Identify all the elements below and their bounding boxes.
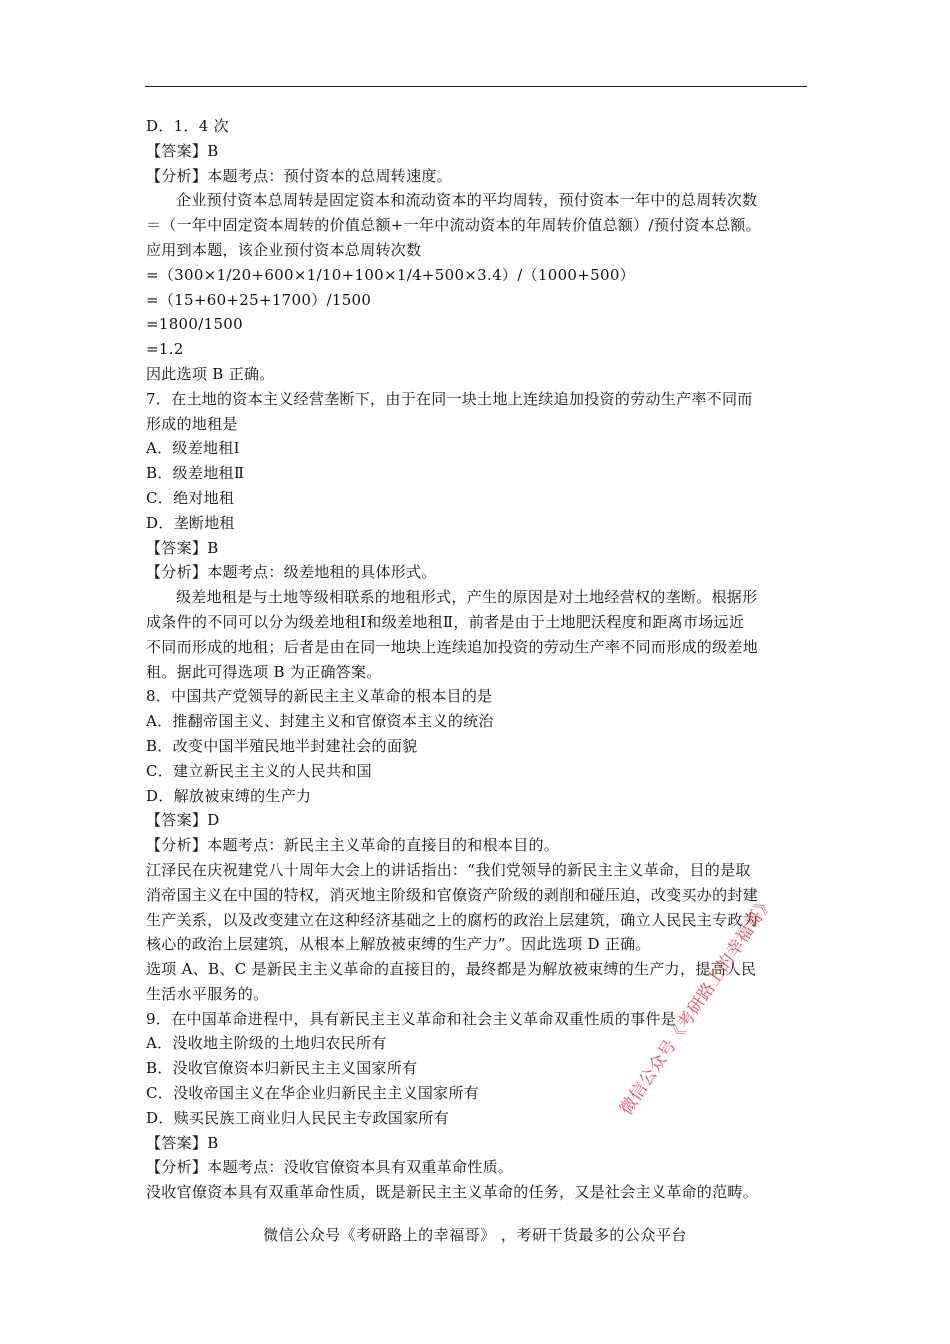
text-line: D．1．4 次 — [146, 117, 229, 135]
text-line: C．绝对地租 — [146, 488, 235, 507]
text-line: 【分析】本题考点：没收官僚资本具有双重革命性质。 — [146, 1158, 514, 1177]
text-line: C．没收帝国主义在华企业归新民主主义国家所有 — [146, 1084, 480, 1103]
header-rule — [145, 86, 807, 87]
text-line: =1.2 — [146, 340, 184, 359]
text-line: 【答案】B — [146, 538, 219, 557]
text-line: =1800/1500 — [146, 315, 243, 334]
text-line: B．改变中国半殖民地半封建社会的面貌 — [146, 736, 418, 755]
document-body — [146, 114, 808, 1205]
text-line: =（300×1/20+600×1/10+100×1/4+500×3.4）/（1000+500） — [146, 265, 635, 284]
text-line: 【分析】本题考点：新民主主义革命的直接目的和根本目的。 — [146, 836, 560, 855]
text-line: D．解放被束缚的生产力 — [146, 786, 312, 805]
text-line: 核心的政治上层建筑，从根本上解放被束缚的生产力”。因此选项 D 正确。 — [146, 935, 651, 954]
text-line: B．没收官僚资本归新民主主义国家所有 — [146, 1059, 418, 1078]
text-line: 形成的地租是 — [146, 414, 238, 433]
text-line: =（15+60+25+1700）/1500 — [146, 290, 372, 309]
text-line: 级差地租是与土地等级相联系的地租形式，产生的原因是对土地经营权的垄断。根据形 — [176, 588, 758, 607]
text-line: 生产关系，以及改变建立在这种经济基础之上的腐朽的政治上层建筑，确立人民民主专政为 — [146, 910, 759, 929]
text-line: 成条件的不同可以分为级差地租Ⅰ和级差地租Ⅱ，前者是由于土地肥沃程度和距离市场远近 — [146, 612, 745, 631]
text-line: D．垄断地租 — [146, 513, 235, 532]
text-line: 企业预付资本总周转是固定资本和流动资本的平均周转，预付资本一年中的总周转次数 — [176, 191, 758, 210]
text-line: 消帝国主义在中国的特权，消灭地主阶级和官僚资产阶级的剥削和碰压迫，改变买办的封建 — [146, 885, 759, 904]
text-line: 【答案】D — [146, 811, 220, 830]
text-line: 9．在中国革命进程中，具有新民主主义革命和社会主义革命双重性质的事件是 — [146, 1009, 677, 1028]
text-line: 选项 A、B、C 是新民主主义革命的直接目的，最终都是为解放被束缚的生产力，提高人民 — [146, 960, 757, 979]
text-line: 【分析】本题考点：级差地租的具体形式。 — [146, 563, 437, 582]
text-line: 【答案】B — [146, 141, 219, 160]
text-line: 8．中国共产党领导的新民主主义革命的根本目的是 — [146, 687, 493, 706]
text-line: A．级差地租Ⅰ — [146, 439, 240, 458]
text-line: 因此选项 B 正确。 — [146, 364, 275, 383]
text-line: B．级差地租Ⅱ — [146, 464, 245, 483]
text-line: C．建立新民主主义的人民共和国 — [146, 761, 372, 780]
text-line: D．赎买民族工商业归人民民主专政国家所有 — [146, 1108, 450, 1127]
text-line: 7．在土地的资本主义经营垄断下，由于在同一块土地上连续追加投资的劳动生产率不同而 — [146, 389, 753, 408]
text-line: 江泽民在庆祝建党八十周年大会上的讲话指出：“我们党领导的新民主主义革命，目的是取 — [146, 860, 751, 879]
text-line: 租。据此可得选项 B 为正确答案。 — [146, 662, 382, 681]
text-line: ＝（一年中固定资本周转的价值总额+一年中流动资本的年周转价值总额）/预付资本总额。 — [146, 216, 761, 235]
text-line: 生活水平服务的。 — [146, 984, 269, 1003]
text-line: A．推翻帝国主义、封建主义和官僚资本主义的统治 — [146, 712, 494, 731]
text-line: 应用到本题，该企业预付资本总周转次数 — [146, 240, 422, 259]
text-line: A．没收地主阶级的土地归农民所有 — [146, 1034, 387, 1053]
watermark-stamp: 微信公众号《考研路上的幸福哥》 — [616, 892, 778, 1119]
page-footer: 微信公众号《考研路上的幸福哥》 ，考研干货最多的公众平台 — [263, 1226, 687, 1244]
text-line: 没收官僚资本具有双重革命性质，既是新民主主义革命的任务，又是社会主义革命的范畴。 — [146, 1183, 759, 1202]
text-line: 【分析】本题考点：预付资本的总周转速度。 — [146, 166, 453, 185]
text-line: 不同而形成的地租；后者是由在同一地块上连续追加投资的劳动生产率不同而形成的级差地 — [146, 637, 759, 656]
text-line: 【答案】B — [146, 1133, 219, 1152]
